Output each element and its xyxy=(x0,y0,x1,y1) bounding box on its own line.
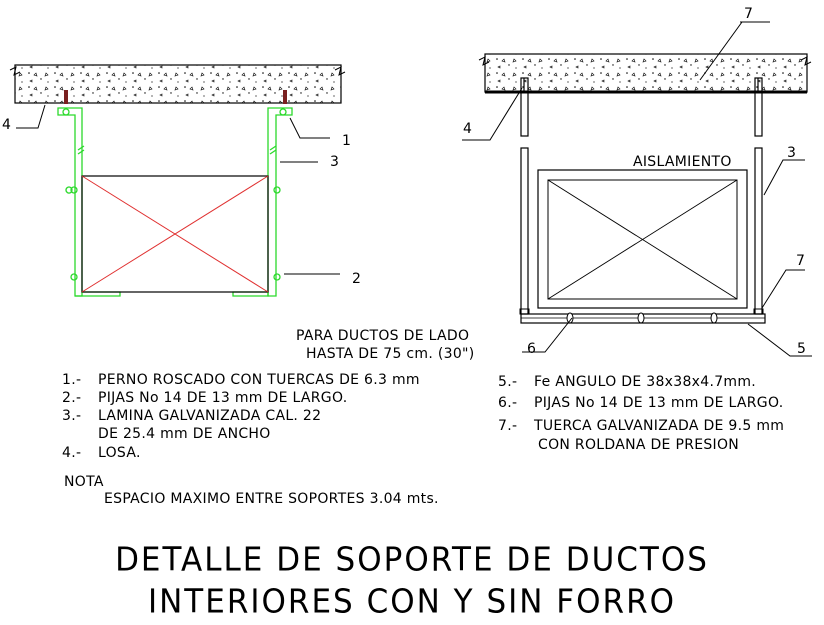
callout-5-right: 5 xyxy=(797,341,806,357)
legend-text: CON ROLDANA DE PRESION xyxy=(538,437,740,453)
legend-num: 7.- xyxy=(498,418,518,434)
legend-text: LOSA. xyxy=(98,445,141,461)
left-leader-4 xyxy=(16,105,45,128)
right-leader-7 xyxy=(762,270,805,308)
callout-3-left: 3 xyxy=(330,154,339,170)
legend-text: PERNO ROSCADO CON TUERCAS DE 6.3 mm xyxy=(98,372,420,388)
insulation-label: AISLAMIENTO xyxy=(633,154,732,170)
legend-num: 6.- xyxy=(498,395,518,411)
legend-text: DE 25.4 mm DE ANCHO xyxy=(98,426,271,442)
callout-4-left: 4 xyxy=(2,117,11,133)
left-leader-1 xyxy=(290,118,330,138)
legend-text: Fe ANGULO DE 38x38x4.7mm. xyxy=(534,374,757,390)
callout-4-right: 4 xyxy=(463,121,472,137)
left-bolt-2 xyxy=(283,90,287,104)
callout-6-right: 6 xyxy=(527,341,536,357)
right-slab xyxy=(485,54,807,92)
right-hanger-rods xyxy=(521,78,762,314)
left-slab xyxy=(15,65,341,103)
legend-text: PIJAS No 14 DE 13 mm DE LARGO. xyxy=(534,395,784,411)
callout-7-right: 7 xyxy=(796,253,805,269)
right-detail xyxy=(462,22,812,356)
drawing-title-line-2: INTERIORES CON Y SIN FORRO xyxy=(147,583,677,621)
callout-2-left: 2 xyxy=(352,271,361,287)
left-hanger-straps xyxy=(58,108,292,296)
legend-num: 4.- xyxy=(62,445,82,461)
right-leader-3 xyxy=(764,160,805,195)
callout-3-right: 3 xyxy=(787,145,796,161)
note-line-1: PARA DUCTOS DE LADO xyxy=(296,328,470,344)
legend-num: 1.- xyxy=(62,372,82,388)
legend-text: LAMINA GALVANIZADA CAL. 22 xyxy=(98,408,322,424)
note-line-2: HASTA DE 75 cm. (30") xyxy=(306,346,475,362)
legend-num: 5.- xyxy=(498,374,518,390)
left-bolt-1 xyxy=(64,90,68,104)
legend-text: PIJAS No 14 DE 13 mm DE LARGO. xyxy=(98,390,348,406)
drawing-title-line-1: DETALLE DE SOPORTE DE DUCTOS xyxy=(115,541,709,579)
legend-num: 2.- xyxy=(62,390,82,406)
nota-text: ESPACIO MAXIMO ENTRE SOPORTES 3.04 mts. xyxy=(104,491,439,507)
callout-1-left: 1 xyxy=(342,133,351,149)
nota-label: NOTA xyxy=(64,474,104,490)
legend-num: 3.- xyxy=(62,408,82,424)
left-detail xyxy=(10,65,345,296)
legend-text: TUERCA GALVANIZADA DE 9.5 mm xyxy=(534,418,785,434)
callout-7-top: 7 xyxy=(744,6,753,22)
